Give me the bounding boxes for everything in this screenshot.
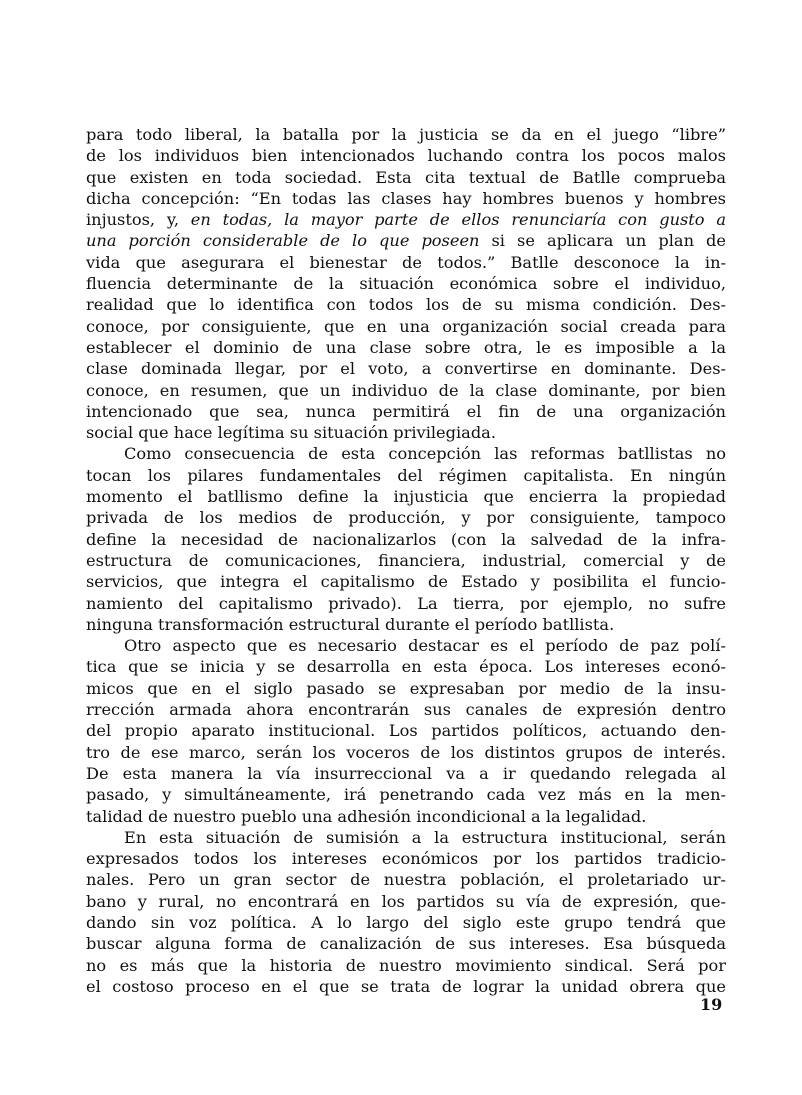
text-line: conoce, en resumen, que un individuo de la clase dominante, por bien: [86, 380, 726, 400]
text-line: tica que se inicia y se desarrolla en esta época. Los intereses econó-: [86, 657, 726, 677]
text-line: de los individuos bien intencionados luchando contra los pocos malos: [86, 146, 726, 166]
text-line: rrección armada ahora encontrarán sus canales de expresión dentro: [86, 700, 726, 720]
text-line: que existen en toda sociedad. Esta cita textual de Batlle comprueba: [86, 167, 726, 187]
page-number: 19: [700, 995, 723, 1014]
page-body: [86, 124, 726, 997]
text-line: clase dominada llegar, por el voto, a convertirse en dominante. Des-: [86, 359, 726, 379]
text-line: momento el batllismo define la injusticia que encierra la propiedad: [86, 487, 726, 507]
text-line: conoce, por consiguiente, que en una organización social creada para: [86, 316, 726, 336]
text-line: social que hace legítima su situación privilegiada.: [86, 423, 496, 443]
text-line: intencionado que sea, nunca permitirá el fin de una organización: [86, 401, 726, 421]
text-line: privada de los medios de producción, y por consiguiente, tampoco: [86, 508, 726, 528]
text-line: establecer el dominio de una clase sobre otra, le es imposible a la: [86, 337, 726, 357]
text-line: Otro aspecto que es necesario destacar es el período de paz polí-: [124, 636, 726, 656]
text-line: tro de ese marco, serán los voceros de los distintos grupos de interés.: [86, 742, 726, 762]
text-line: expresados todos los intereses económicos por los partidos tradicio-: [86, 849, 726, 869]
text-line: estructura de comunicaciones, financiera, industrial, comercial y de: [86, 550, 726, 570]
text-line: injustos, y, en todas, la mayor parte de ellos renunciaría con gusto a: [86, 210, 726, 230]
text-line: nales. Pero un gran sector de nuestra población, el proletariado ur-: [86, 870, 726, 890]
text-line: bano y rural, no encontrará en los partidos su vía de expresión, que-: [86, 891, 726, 911]
text-line: micos que en el siglo pasado se expresaban por medio de la insu-: [86, 678, 726, 698]
text-line: namiento del capitalismo privado). La tierra, por ejemplo, no sufre: [86, 593, 726, 613]
text-line: pasado, y simultáneamente, irá penetrando cada vez más en la men-: [86, 785, 726, 805]
text-line: Como consecuencia de esta concepción las reformas batllistas no: [124, 444, 726, 464]
text-line: el costoso proceso en el que se trata de lograr la unidad obrera que: [86, 976, 726, 996]
text-line: vida que asegurara el bienestar de todos.” Batlle desconoce la in-: [86, 252, 726, 272]
text-line: dicha concepción: “En todas las clases hay hombres buenos y hombres: [86, 188, 726, 208]
text-line: buscar alguna forma de canalización de sus intereses. Esa búsqueda: [86, 934, 726, 954]
text-line: realidad que lo identifica con todos los de su misma condición. Des-: [86, 295, 726, 315]
italic-quote: en todas, la mayor parte de ellos renunciaría con gusto a: [190, 210, 726, 230]
text-line: talidad de nuestro pueblo una adhesión incondicional a la legalidad.: [86, 806, 647, 826]
text-line: ninguna transformación estructural durante el período batllista.: [86, 614, 615, 634]
text-line: fluencia determinante de la situación económica sobre el individuo,: [86, 274, 726, 294]
text-line: tocan los pilares fundamentales del régimen capitalista. En ningún: [86, 465, 726, 485]
italic-quote: una porción considerable de lo que poseen: [86, 231, 480, 251]
text-line: para todo liberal, la batalla por la justicia se da en el juego “libre”: [86, 125, 726, 144]
text-line: De esta manera la vía insurreccional va a ir quedando relegada al: [86, 763, 726, 783]
text-line: En esta situación de sumisión a la estructura institucional, serán: [124, 827, 726, 847]
text-line: servicios, que integra el capitalismo de Estado y posibilita el funcio-: [86, 572, 726, 592]
text-line: define la necesidad de nacionalizarlos (con la salvedad de la infra-: [86, 529, 726, 549]
text-line: no es más que la historia de nuestro movimiento sindical. Será por: [86, 955, 726, 975]
text-line: dando sin voz política. A lo largo del siglo este grupo tendrá que: [86, 912, 726, 932]
text-line: una porción considerable de lo que poseen si se aplicara un plan de: [86, 231, 726, 251]
text-line: del propio aparato institucional. Los partidos políticos, actuando den-: [86, 721, 726, 741]
